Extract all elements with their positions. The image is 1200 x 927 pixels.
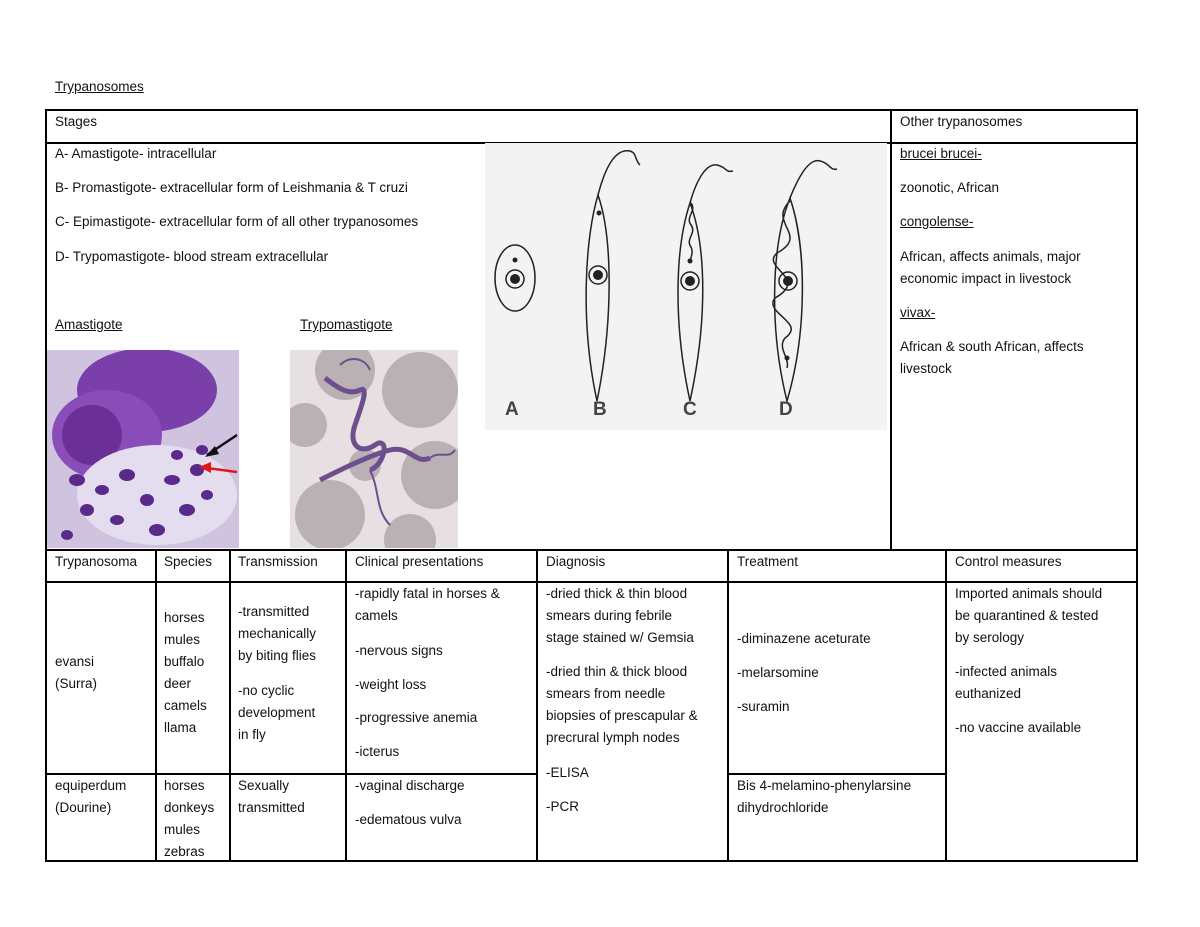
evansi-clinical-1b: camels [355,608,398,623]
evansi-transmission-1c: by biting flies [238,648,317,663]
stage-c: C- Epimastigote- extracellular form of all other trypanosomes [55,214,419,229]
evansi-transmission-2a: -no cyclic [238,683,295,698]
other-trypanosomes-header: Other trypanosomes [900,114,1023,129]
evansi-treatment-1: -diminazene aceturate [737,631,871,646]
brucei-name: brucei brucei- [900,146,982,161]
control-1a: Imported animals should [955,586,1103,601]
header-transmission: Transmission [238,554,318,569]
vivax-desc-2: livestock [900,361,952,376]
diagnosis-1a: -dried thick & thin blood [546,586,688,601]
evansi-clinical-4: -progressive anemia [355,710,478,725]
control-3: -no vaccine available [955,720,1082,735]
diagnosis-2a: -dried thin & thick blood [546,664,688,679]
document-title: Trypanosomes [55,79,144,94]
equiperdum-transmission-1: Sexually [238,778,290,793]
evansi-treatment-3: -suramin [737,699,790,714]
diagnosis-pcr: -PCR [546,799,579,814]
diagnosis-2d: precrural lymph nodes [546,730,680,745]
congolense-desc-2: economic impact in livestock [900,271,1072,286]
stages-header: Stages [55,114,98,129]
diagram-label-d: D [779,399,793,420]
evansi-transmission-2b: development [238,705,316,720]
equiperdum-species-2: donkeys [164,800,215,815]
vivax-name: vivax- [900,305,936,320]
equiperdum-species-4: zebras [164,844,205,859]
equiperdum-name: equiperdum [55,778,127,793]
evansi-transmission-1b: mechanically [238,626,317,641]
diagnosis-elisa: -ELISA [546,765,589,780]
diagnosis-2b: smears from needle [546,686,666,701]
evansi-clinical-3: -weight loss [355,677,427,692]
equiperdum-transmission-2: transmitted [238,800,305,815]
header-control: Control measures [955,554,1062,569]
diagnosis-2c: biopsies of prescapular & [546,708,698,723]
header-clinical: Clinical presentations [355,554,484,569]
control-2b: euthanized [955,686,1022,701]
diagnosis-1b: smears during febrile [546,608,673,623]
congolense-desc-1: African, affects animals, major [900,249,1081,264]
evansi-species-3: buffalo [164,654,205,669]
evansi-clinical-5: -icterus [355,744,400,759]
evansi-species-6: llama [164,720,197,735]
equiperdum-clinical-1: -vaginal discharge [355,778,465,793]
diagram-label-a: A [505,399,519,420]
evansi-clinical-1a: -rapidly fatal in horses & [355,586,500,601]
equiperdum-species-3: mules [164,822,201,837]
evansi-common-name: (Surra) [55,676,98,691]
evansi-treatment-2: -melarsomine [737,665,819,680]
equiperdum-treatment-2: dihydrochloride [737,800,829,815]
evansi-species-2: mules [164,632,201,647]
control-1c: by serology [955,630,1025,645]
equiperdum-species-1: horses [164,778,205,793]
control-1b: be quarantined & tested [955,608,1099,623]
evansi-name: evansi [55,654,95,669]
evansi-species-5: camels [164,698,207,713]
trypomastigote-label: Trypomastigote [300,317,393,332]
evansi-transmission-1a: -transmitted [238,604,310,619]
equiperdum-common-name: (Dourine) [55,800,112,815]
amastigote-micrograph [47,350,239,548]
equiperdum-treatment-1: Bis 4-melamino-phenylarsine [737,778,912,793]
congolense-name: congolense- [900,214,974,229]
header-diagnosis: Diagnosis [546,554,606,569]
stage-a: A- Amastigote- intracellular [55,146,217,161]
header-trypanosoma: Trypanosoma [55,554,138,569]
evansi-species-4: deer [164,676,192,691]
control-2a: -infected animals [955,664,1058,679]
equiperdum-clinical-2: -edematous vulva [355,812,462,827]
stage-b: B- Promastigote- extracellular form of Leishmania & T cruzi [55,180,408,195]
amastigote-label: Amastigote [55,317,123,332]
header-species: Species [164,554,213,569]
diagnosis-1c: stage stained w/ Gemsia [546,630,694,645]
trypomastigote-micrograph [290,350,458,548]
stage-d: D- Trypomastigote- blood stream extracellular [55,249,329,264]
vivax-desc-1: African & south African, affects [900,339,1084,354]
diagram-label-c: C [683,399,697,420]
diagram-label-b: B [593,399,607,420]
life-stages-diagram [485,143,887,430]
evansi-clinical-2: -nervous signs [355,643,443,658]
brucei-desc: zoonotic, African [900,180,1000,195]
header-treatment: Treatment [737,554,799,569]
evansi-species-1: horses [164,610,205,625]
evansi-transmission-2c: in fly [238,727,266,742]
